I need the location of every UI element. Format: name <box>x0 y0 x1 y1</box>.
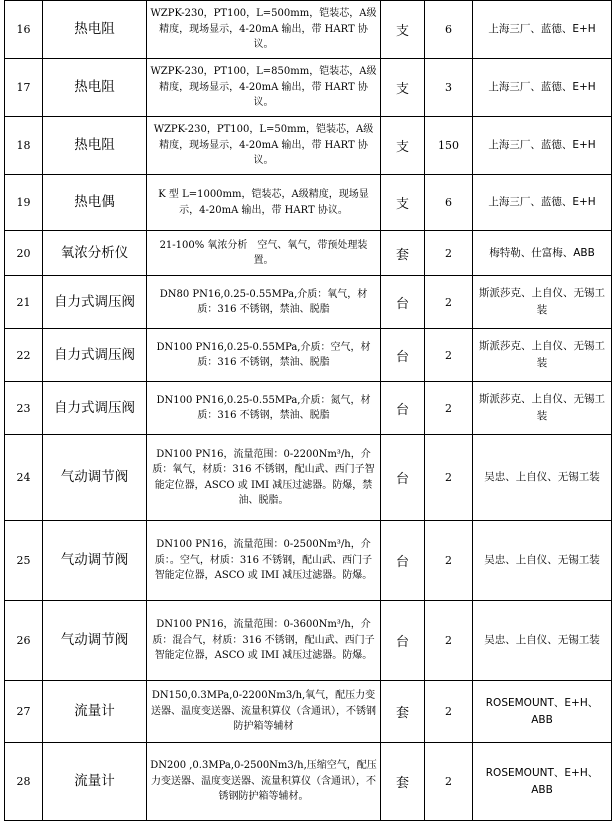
item-manufacturer: 上海三厂、蓝德、E+H <box>473 117 612 175</box>
item-unit: 套 <box>381 231 425 276</box>
table-row <box>5 1 612 59</box>
item-spec: DN100 PN16，流量范围：0-2500Nm³/h，介质：。空气，材质：316 不锈钢，配山武、西门子智能定位器，ASCO 或 IMI 减压过滤器。防爆。 <box>147 521 381 601</box>
item-quantity: 2 <box>425 329 473 382</box>
item-name: 自力式调压阀 <box>43 329 147 382</box>
row-number: 19 <box>5 175 43 231</box>
row-number: 23 <box>5 382 43 435</box>
item-name: 流量计 <box>43 681 147 743</box>
row-number: 17 <box>5 59 43 117</box>
item-name: 自力式调压阀 <box>43 382 147 435</box>
item-manufacturer: ROSEMOUNT、E+H、ABB <box>473 743 612 821</box>
item-quantity: 2 <box>425 276 473 329</box>
item-spec: DN100 PN16,0.25-0.55MPa,介质：空气，材质：316 不锈钢，禁油、脱脂 <box>147 329 381 382</box>
item-name: 流量计 <box>43 743 147 821</box>
item-manufacturer: 上海三厂、蓝德、E+H <box>473 59 612 117</box>
table-row <box>5 435 612 521</box>
item-manufacturer: 斯派莎克、上自仪、无锡工装 <box>473 382 612 435</box>
item-manufacturer: 吴忠、上自仪、无锡工装 <box>473 601 612 681</box>
row-number: 16 <box>5 1 43 59</box>
row-number: 21 <box>5 276 43 329</box>
item-name: 自力式调压阀 <box>43 276 147 329</box>
row-number: 28 <box>5 743 43 821</box>
item-unit: 套 <box>381 681 425 743</box>
item-spec: 21-100% 氧浓分析 空气、氧气，带预处理装置。 <box>147 231 381 276</box>
item-spec: DN150,0.3MPa,0-2200Nm3/h,氧气，配压力变送器、温度变送器、流量积算仪（含通讯），不锈钢防护箱等辅材 <box>147 681 381 743</box>
row-number: 22 <box>5 329 43 382</box>
table-row <box>5 59 612 117</box>
equipment-table <box>4 0 612 821</box>
item-unit: 支 <box>381 117 425 175</box>
item-name: 热电阻 <box>43 1 147 59</box>
table-row <box>5 175 612 231</box>
item-manufacturer: 上海三厂、蓝德、E+H <box>473 175 612 231</box>
item-quantity: 2 <box>425 743 473 821</box>
item-quantity: 150 <box>425 117 473 175</box>
row-number: 25 <box>5 521 43 601</box>
item-spec: DN100 PN16，流量范围：0-2200Nm³/h，介质：氧气，材质：316 不锈钢，配山武、西门子智能定位器，ASCO 或 IMI 减压过滤器。防爆，禁油、脱脂。 <box>147 435 381 521</box>
item-spec: K 型 L=1000mm，铠装芯，A级精度，现场显示，4-20mA 输出，带 HART 协议。 <box>147 175 381 231</box>
table-row <box>5 382 612 435</box>
item-manufacturer: 斯派莎克、上自仪、无锡工装 <box>473 276 612 329</box>
table-row <box>5 681 612 743</box>
item-unit: 台 <box>381 601 425 681</box>
item-unit: 支 <box>381 1 425 59</box>
table-row <box>5 276 612 329</box>
item-quantity: 2 <box>425 435 473 521</box>
item-spec: WZPK-230，PT100，L=850mm，铠装芯，A级精度，现场显示，4-20mA 输出，带 HART 协议。 <box>147 59 381 117</box>
item-name: 气动调节阀 <box>43 521 147 601</box>
table-row <box>5 329 612 382</box>
item-spec: DN100 PN16，流量范围：0-3600Nm³/h，介质：混合气，材质：316 不锈钢，配山武、西门子智能定位器，ASCO 或 IMI 减压过滤器。防爆。 <box>147 601 381 681</box>
item-manufacturer: 梅特勒、仕富梅、ABB <box>473 231 612 276</box>
item-manufacturer: ROSEMOUNT、E+H、ABB <box>473 681 612 743</box>
item-spec: DN100 PN16,0.25-0.55MPa,介质：氮气，材质：316 不锈钢，禁油、脱脂 <box>147 382 381 435</box>
table-row <box>5 521 612 601</box>
item-quantity: 6 <box>425 175 473 231</box>
item-unit: 支 <box>381 59 425 117</box>
item-name: 气动调节阀 <box>43 435 147 521</box>
item-manufacturer: 上海三厂、蓝德、E+H <box>473 1 612 59</box>
row-number: 27 <box>5 681 43 743</box>
item-quantity: 2 <box>425 382 473 435</box>
item-unit: 台 <box>381 435 425 521</box>
item-unit: 台 <box>381 521 425 601</box>
row-number: 24 <box>5 435 43 521</box>
table-row <box>5 117 612 175</box>
item-spec: WZPK-230，PT100，L=50mm，铠装芯，A级精度，现场显示，4-20mA 输出，带 HART 协议。 <box>147 117 381 175</box>
item-unit: 台 <box>381 276 425 329</box>
item-manufacturer: 吴忠、上自仪、无锡工装 <box>473 435 612 521</box>
item-unit: 台 <box>381 329 425 382</box>
item-name: 氧浓分析仪 <box>43 231 147 276</box>
item-spec: WZPK-230，PT100，L=500mm，铠装芯，A级精度，现场显示，4-20mA 输出，带 HART 协议。 <box>147 1 381 59</box>
item-quantity: 2 <box>425 521 473 601</box>
row-number: 26 <box>5 601 43 681</box>
item-unit: 台 <box>381 382 425 435</box>
row-number: 20 <box>5 231 43 276</box>
item-quantity: 2 <box>425 231 473 276</box>
item-manufacturer: 吴忠、上自仪、无锡工装 <box>473 521 612 601</box>
item-name: 热电偶 <box>43 175 147 231</box>
item-quantity: 2 <box>425 681 473 743</box>
item-unit: 支 <box>381 175 425 231</box>
item-manufacturer: 斯派莎克、上自仪、无锡工装 <box>473 329 612 382</box>
item-quantity: 6 <box>425 1 473 59</box>
item-name: 气动调节阀 <box>43 601 147 681</box>
item-quantity: 3 <box>425 59 473 117</box>
table-row <box>5 601 612 681</box>
table-row <box>5 231 612 276</box>
table-row <box>5 743 612 821</box>
item-spec: DN200 ,0.3MPa,0-2500Nm3/h,压缩空气，配压力变送器、温度变送器、流量积算仪（含通讯），不锈钢防护箱等辅材。 <box>147 743 381 821</box>
item-name: 热电阻 <box>43 117 147 175</box>
row-number: 18 <box>5 117 43 175</box>
item-name: 热电阻 <box>43 59 147 117</box>
item-spec: DN80 PN16,0.25-0.55MPa,介质：氧气，材质：316 不锈钢，禁油、脱脂 <box>147 276 381 329</box>
item-unit: 套 <box>381 743 425 821</box>
item-quantity: 2 <box>425 601 473 681</box>
